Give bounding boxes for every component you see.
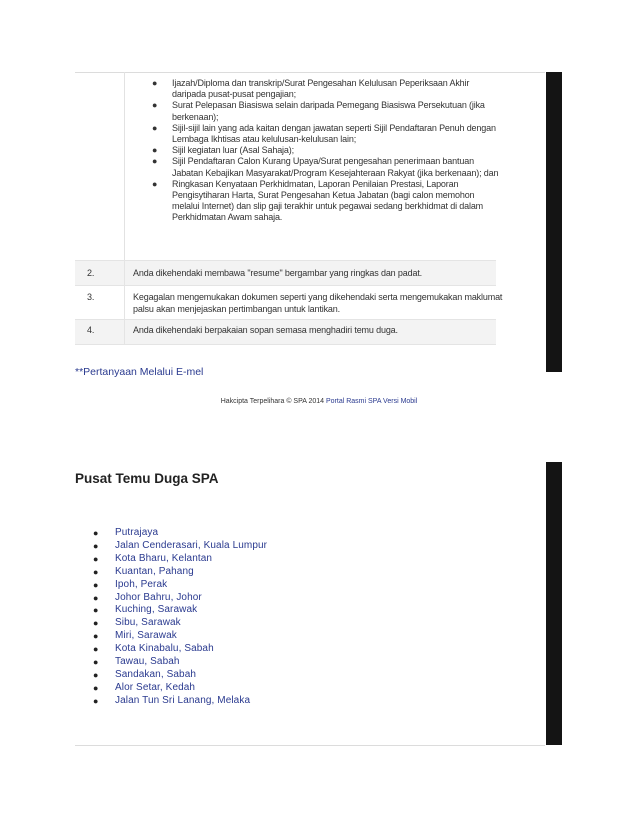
email-inquiry-link[interactable]: **Pertanyaan Melalui E-mel (75, 366, 204, 378)
location-link[interactable]: Kota Kinabalu, Sabah (115, 643, 214, 655)
table-column-divider (124, 260, 125, 344)
list-item: ● Sijil Pendaftaran Calon Kurang Upaya/Surat pengesahan penerimaan bantuan Jabatan Kebajikan Masyarakat/Program Kesejahteraan Rakyat (jika berkenaan); dan (152, 156, 499, 178)
location-link[interactable]: Alor Setar, Kedah (115, 681, 196, 693)
row-text: Kegagalan mengemukakan dokumen seperti yang dikehendaki serta mengemukakan maklumat palsu akan menjejaskan pertimbangan untuk lantikan. (133, 292, 503, 314)
location-link[interactable]: Sandakan, Sabah (115, 668, 197, 680)
right-side-bar (546, 72, 562, 372)
row-text: Anda dikehendaki membawa "resume" bergambar yang ringkas dan padat. (133, 268, 423, 278)
bullet-icon: ● (152, 122, 158, 133)
list-item[interactable] (93, 604, 267, 617)
mobile-portal-link[interactable]: Portal Rasmi SPA Versi Mobil (326, 398, 418, 405)
location-list (93, 527, 267, 708)
list-item[interactable] (93, 669, 267, 682)
list-item[interactable] (93, 682, 267, 695)
row-text: Anda dikehendaki berpakaian sopan semasa menghadiri temu duga. (133, 325, 398, 335)
list-item[interactable] (93, 592, 267, 605)
bullet-icon: ● (93, 540, 99, 551)
list-item: ● Sijil-sijil lain yang ada kaitan dengan jawatan seperti Sijil Pendaftaran Penuh dengan Lembaga Ikhtisas atau kelulusan-kelulusan lain; (152, 122, 496, 145)
bullet-icon: ● (93, 592, 99, 603)
location-link[interactable]: Johor Bahru, Johor (115, 591, 202, 603)
row-number: 2. (87, 268, 95, 278)
bullet-icon: ● (93, 579, 99, 590)
location-link[interactable]: Ipoh, Perak (115, 578, 168, 590)
list-item: ● Ringkasan Kenyataan Perkhidmatan, Laporan Penilaian Prestasi, Laporan Pengisytiharan Harta, Surat Pengesahan Ketua Jabatan (bagi calon memohon melalui Internet) dan slip gaji terakhir untuk pegawai sedang berkhidmat di dalam Perkhidmatan Awam sahaja. (152, 178, 484, 223)
bullet-icon: ● (93, 644, 99, 655)
location-link[interactable]: Putrajaya (115, 527, 159, 538)
list-item: ● Sijil kegiatan luar (Asal Sahaja); (152, 145, 294, 156)
table-top-rule (75, 72, 545, 73)
right-side-bar (546, 462, 562, 745)
table-row (75, 319, 496, 345)
section-bottom-rule (75, 745, 545, 746)
list-item[interactable] (93, 617, 267, 630)
row-number: 4. (87, 325, 95, 335)
bullet-icon: ● (93, 566, 99, 577)
bullet-icon: ● (93, 528, 99, 538)
location-link[interactable]: Kuching, Sarawak (115, 604, 198, 616)
bullet-icon: ● (93, 682, 99, 693)
bullet-icon: ● (152, 145, 158, 156)
bullet-icon: ● (93, 618, 99, 629)
section-title: Pusat Temu Duga SPA (75, 471, 219, 486)
location-link[interactable]: Jalan Cenderasari, Kuala Lumpur (115, 539, 268, 551)
page-footer (0, 398, 638, 405)
location-link[interactable]: Miri, Sarawak (115, 630, 177, 642)
location-link[interactable]: Kuantan, Pahang (115, 565, 194, 577)
bullet-icon: ● (93, 553, 99, 564)
bullet-icon: ● (152, 156, 158, 167)
list-item[interactable] (93, 579, 267, 592)
location-link[interactable]: Jalan Tun Sri Lanang, Melaka (115, 694, 251, 706)
bullet-icon: ● (93, 657, 99, 668)
bullet-icon: ● (152, 78, 158, 88)
list-item[interactable] (93, 695, 267, 708)
copyright-text: Hakcipta Terpelihara © SPA 2014 (220, 398, 325, 405)
list-item: ● Surat Pelepasan Biasiswa selain daripada Pemegang Biasiswa Persekutuan (jika berkenaan); (152, 100, 485, 122)
table-row (75, 260, 496, 285)
list-item[interactable] (93, 540, 267, 553)
bullet-icon: ● (93, 669, 99, 680)
list-item[interactable] (93, 656, 267, 669)
row-number: 3. (87, 292, 95, 302)
bullet-icon: ● (93, 631, 99, 642)
list-item[interactable] (93, 630, 267, 643)
document-bullet-list (150, 78, 500, 224)
list-item: ● Ijazah/Diploma dan transkrip/Surat Pengesahan Kelulusan Peperiksaan Akhir daripada pusat-pusat pengajian; (152, 78, 470, 100)
bullet-icon: ● (152, 100, 158, 111)
table-column-divider (124, 72, 125, 260)
bullet-icon: ● (93, 605, 99, 616)
location-link[interactable]: Tawau, Sabah (115, 656, 180, 668)
list-item[interactable] (93, 527, 267, 540)
bullet-icon: ● (93, 695, 99, 706)
location-link[interactable]: Kota Bharu, Kelantan (115, 552, 213, 564)
list-item[interactable] (93, 566, 267, 579)
list-item[interactable] (93, 553, 267, 566)
list-item[interactable] (93, 643, 267, 656)
table-row (75, 285, 503, 319)
location-link[interactable]: Sibu, Sarawak (115, 617, 181, 629)
bullet-icon: ● (152, 178, 158, 189)
